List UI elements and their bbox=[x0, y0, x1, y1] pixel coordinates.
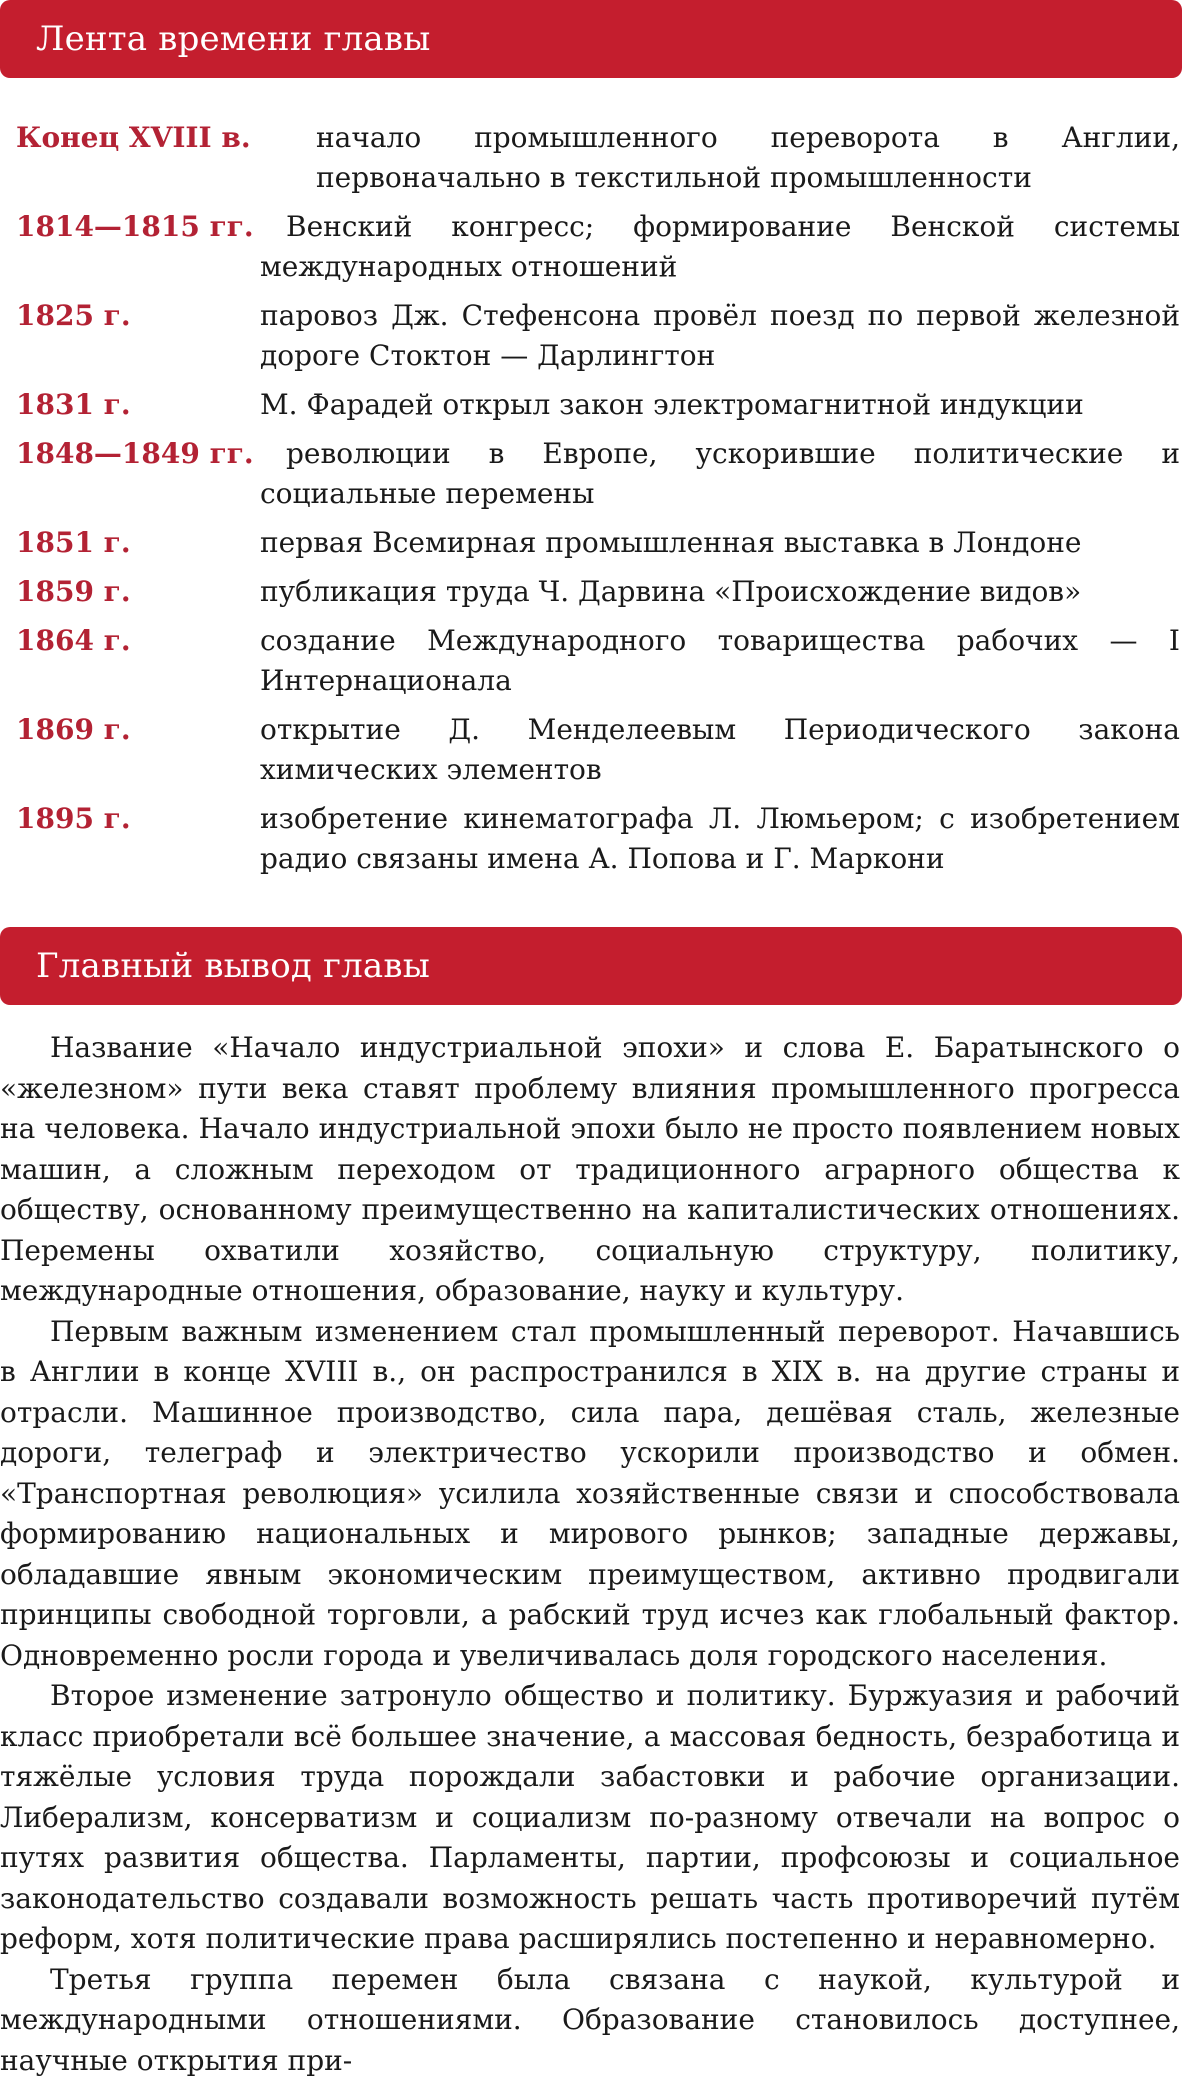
conclusion-header bbox=[0, 927, 1182, 1005]
timeline-entry bbox=[16, 621, 1180, 701]
timeline-date: 1848—1849 гг. bbox=[16, 434, 254, 474]
conclusion-paragraph: Второе изменение затронуло общество и политику. Буржуазия и рабочий класс приобретали всё большее значение, а массовая бедность, безработица и тяжёлые условия труда порождали забастовки и рабочие организации. Либерализм, консерватизм и социализм по-разному отвечали на вопрос о путях развития общества. Парламенты, партии, профсоюзы и социальное законодательство создавали возможность решать часть противоречий путём реформ, хотя политические права расширялись постепенно и неравномерно. bbox=[0, 1676, 1180, 1960]
timeline-entry bbox=[16, 572, 1180, 612]
timeline-list bbox=[16, 118, 1180, 888]
timeline-date: 1851 г. bbox=[16, 523, 131, 563]
timeline-entry bbox=[16, 710, 1180, 790]
timeline-date: Конец XVIII в. bbox=[16, 118, 251, 158]
timeline-entry bbox=[16, 296, 1180, 376]
timeline-title: Лента времени главы bbox=[36, 19, 430, 59]
timeline-date: 1814—1815 гг. bbox=[16, 207, 254, 247]
timeline-entry bbox=[16, 118, 1180, 198]
timeline-date: 1864 г. bbox=[16, 621, 131, 661]
timeline-entry bbox=[16, 799, 1180, 879]
timeline-header bbox=[0, 0, 1182, 78]
timeline-text: М. Фарадей открыл закон электромагнитной индукции bbox=[16, 385, 1180, 425]
timeline-date: 1869 г. bbox=[16, 710, 131, 750]
timeline-text: начало промышленного переворота в Англии, первоначально в текстильной промышленности bbox=[16, 118, 1180, 198]
timeline-text: революции в Европе, ускорившие политические и социальные перемены bbox=[16, 434, 1180, 514]
conclusion-paragraph: Название «Начало индустриальной эпохи» и слова Е. Баратынского о «железном» пути века ставят проблему влияния промышленного прогресса на человека. Начало индустриальной эпохи было не просто появлением новых машин, а сложным переходом от традиционного аграрного общества к обществу, основанному преимущественно на капиталистических отношениях. Перемены охватили хозяйство, социальную структуру, политику, международные отношения, образование, науку и культуру. bbox=[0, 1028, 1180, 1312]
timeline-text: создание Международного товарищества рабочих — I Интернационала bbox=[16, 621, 1180, 701]
conclusion-body bbox=[0, 1028, 1180, 2081]
conclusion-title: Главный вывод главы bbox=[36, 946, 430, 986]
timeline-entry bbox=[16, 207, 1180, 287]
timeline-text: паровоз Дж. Стефенсона провёл поезд по первой железной дороге Стоктон — Дарлингтон bbox=[16, 296, 1180, 376]
timeline-entry bbox=[16, 385, 1180, 425]
timeline-text: изобретение кинематографа Л. Люмьером; с изобретением радио связаны имена А. Попова и Г. Маркони bbox=[16, 799, 1180, 879]
timeline-date: 1895 г. bbox=[16, 799, 131, 839]
timeline-text: первая Всемирная промышленная выставка в Лондоне bbox=[16, 523, 1180, 563]
timeline-text: открытие Д. Менделеевым Периодического закона химических элементов bbox=[16, 710, 1180, 790]
timeline-entry bbox=[16, 523, 1180, 563]
conclusion-paragraph: Первым важным изменением стал промышленный переворот. Начавшись в Англии в конце XVIII в., он распространился в XIX в. на другие страны и отрасли. Машинное производство, сила пара, дешёвая сталь, железные дороги, телеграф и электричество ускорили производство и обмен. «Транспортная революция» усилила хозяйственные связи и способствовала формированию национальных и мирового рынков; западные державы, обладавшие явным экономическим преимуществом, активно продвигали принципы свободной торговли, а рабский труд исчез как глобальный фактор. Одновременно росли города и увеличивалась доля городского населения. bbox=[0, 1312, 1180, 1677]
timeline-date: 1825 г. bbox=[16, 296, 131, 336]
timeline-date: 1859 г. bbox=[16, 572, 131, 612]
timeline-text: публикация труда Ч. Дарвина «Происхождение видов» bbox=[16, 572, 1180, 612]
timeline-entry bbox=[16, 434, 1180, 514]
timeline-date: 1831 г. bbox=[16, 385, 131, 425]
timeline-text: Венский конгресс; формирование Венской системы международных отношений bbox=[16, 207, 1180, 287]
conclusion-paragraph: Третья группа перемен была связана с наукой, культурой и международными отношениями. Образование становилось доступнее, научные открытия при- bbox=[0, 1960, 1180, 2081]
